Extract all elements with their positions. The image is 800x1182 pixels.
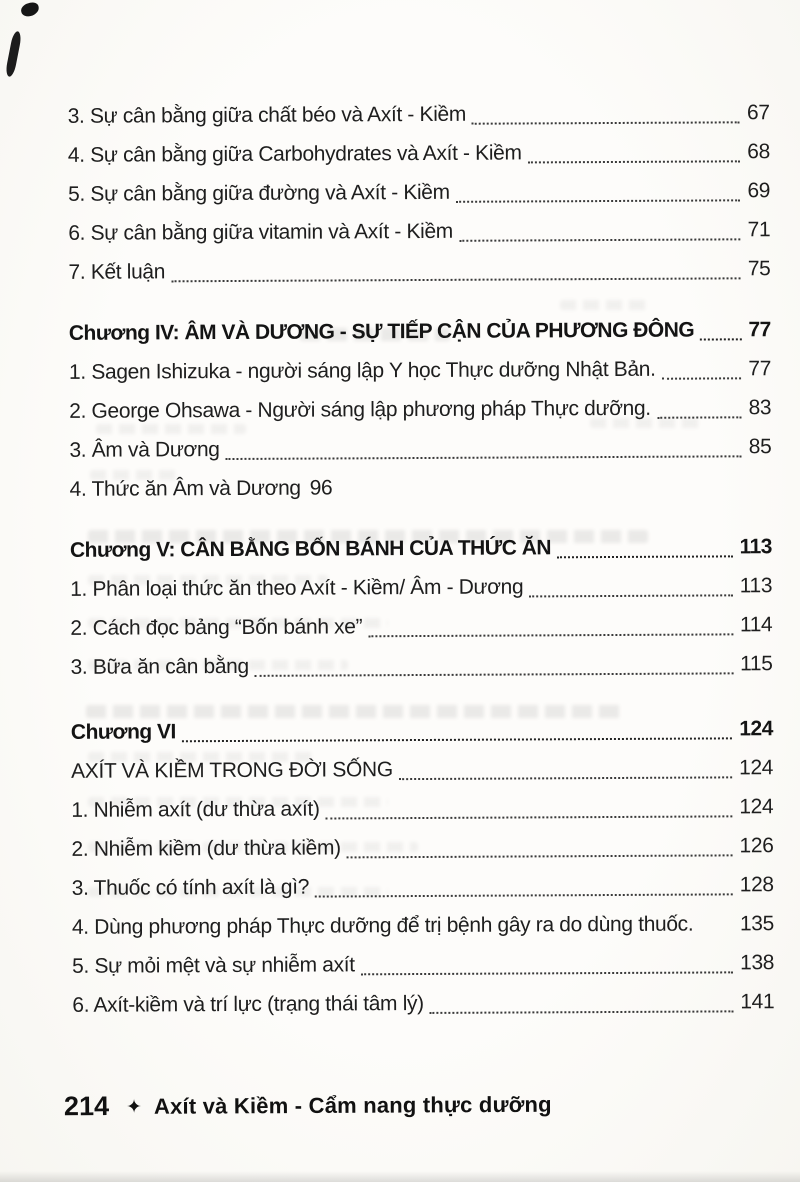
toc-leader-dots [255, 644, 733, 677]
toc-page-number: 96 [309, 476, 333, 500]
toc-leader-dots [225, 427, 741, 460]
toc-entry-row [71, 826, 773, 869]
toc-page-number: 135 [739, 912, 774, 936]
toc-page-number: 85 [748, 435, 772, 459]
toc-entry-title: 4. Thức ăn Âm và Dương [69, 476, 301, 501]
toc-entry-row [72, 943, 774, 986]
toc-entry-row [72, 865, 774, 908]
corner-ink-mark [20, 1, 41, 18]
toc-entry-row [69, 388, 771, 431]
toc-page-number: 138 [740, 951, 775, 975]
toc-entry-row [72, 982, 774, 1025]
toc-entry-row [69, 427, 771, 470]
toc-page-number: 141 [740, 990, 775, 1014]
toc-entry-row [68, 249, 770, 292]
corner-ink-smudge [5, 31, 23, 78]
toc-leader-dots [699, 904, 733, 934]
page-footer [64, 1089, 552, 1123]
toc-leader-dots [472, 93, 740, 124]
toc-page-number: 115 [740, 652, 773, 676]
toc-entry-title: 1. Sagen Ishizuka - người sáng lập Y học Thực dưỡng Nhật Bản. [68, 357, 656, 384]
toc-page-number: 114 [739, 613, 773, 637]
toc-leader-dots [399, 748, 732, 780]
toc-leader-dots [315, 865, 733, 897]
toc-entry-row [72, 904, 774, 947]
toc-entry-title: 2. Cách đọc bảng “Bốn bánh xe” [70, 615, 363, 640]
toc-page-number: 68 [747, 140, 770, 164]
toc-leader-dots [529, 566, 733, 597]
toc-leader-dots [325, 787, 732, 819]
toc-leader-dots [361, 943, 734, 975]
bottom-edge-shadow [0, 1171, 800, 1182]
toc-entry-title: 3. Thuốc có tính axít là gì? [71, 875, 310, 900]
toc-entry-row [69, 349, 771, 392]
toc-entry-row [71, 748, 773, 791]
toc-page-number: 69 [747, 179, 771, 203]
toc-page-number: 77 [748, 357, 772, 381]
toc-chapter-row [71, 709, 773, 752]
toc-leader-dots [657, 388, 742, 418]
toc-entry-title: 2. Nhiễm kiềm (dư thừa kiềm) [71, 836, 341, 861]
toc-entry-title: Chương V: CÂN BẰNG BỐN BÁNH CỦA THỨC ĂN [69, 536, 552, 562]
toc-entry-title: 1. Phân loại thức ăn theo Axít - Kiềm/ Âm - Dương [70, 575, 524, 601]
toc-entry-title: 4. Dùng phương pháp Thực dưỡng để trị bệnh gây ra do dùng thuốc. [71, 912, 694, 939]
toc-page-number: 128 [739, 873, 774, 897]
toc-page-number: 126 [739, 834, 774, 858]
toc-page-number: 113 [739, 535, 773, 559]
toc-leader-dots [459, 210, 741, 241]
toc-entry-title: 4. Sự cân bằng giữa Carbohydrates và Axít - Kiềm [67, 141, 522, 167]
toc-entry-title: 5. Sự mỏi mệt và sự nhiễm axít [72, 953, 355, 978]
toc-page-number: 75 [747, 257, 771, 281]
toc-entry-title: 7. Kết luận [68, 260, 166, 284]
toc-leader-dots [430, 982, 734, 1014]
toc-entry-row [71, 787, 773, 830]
toc-entry-row [70, 644, 772, 687]
toc-entry-title: 3. Bữa ăn cân bằng [70, 654, 249, 679]
toc-entry-row [68, 132, 770, 175]
toc-chapter-row [69, 310, 771, 353]
toc-entry-title: 6. Sự cân bằng giữa vitamin và Axít - Kiềm [68, 219, 453, 245]
toc-page-number: 113 [739, 574, 773, 598]
toc-entry-row [68, 93, 770, 136]
toc-entry-title: 2. George Ohsawa - Người sáng lập phương pháp Thực dưỡng. [69, 396, 651, 423]
toc-entry-row [68, 210, 770, 253]
toc-page-number: 83 [748, 396, 772, 420]
toc-leader-dots [347, 826, 733, 858]
toc-leader-dots [557, 527, 733, 558]
toc-entry-row [68, 171, 770, 214]
toc-page-number: 71 [747, 218, 771, 242]
toc-leader-dots [182, 709, 733, 742]
toc-page-number: 124 [739, 795, 774, 819]
toc-entry-row [70, 605, 772, 648]
toc-page-number: 77 [748, 318, 771, 342]
toc-page-number: 124 [739, 756, 774, 780]
toc-entry-title: 3. Sự cân bằng giữa chất béo và Axít - Kiềm [67, 102, 467, 128]
toc-leader-dots [368, 605, 733, 637]
toc-entry-row [70, 566, 772, 609]
toc-entry-title: 6. Axít-kiềm và trí lực (trạng thái tâm lý) [72, 991, 424, 1017]
toc-leader-dots [528, 132, 741, 163]
toc-list [68, 93, 775, 1025]
toc-entry-title: 5. Sự cân bằng giữa đường và Axít - Kiềm [68, 180, 450, 206]
toc-entry-title: Chương IV: ÂM VÀ DƯƠNG - SỰ TIẾP CẬN CỦA PHƯƠNG ĐÔNG [68, 318, 695, 345]
footer-page-number: 214 [63, 1091, 110, 1122]
toc-entry-title: Chương VI [70, 720, 176, 744]
toc-leader-dots [456, 171, 741, 202]
toc-entry-row [70, 466, 772, 509]
toc-entry-title: AXÍT VÀ KIỀM TRONG ĐỜI SỐNG [71, 758, 393, 783]
toc-page-number: 67 [746, 101, 770, 125]
toc-entry-title: 3. Âm và Dương [69, 438, 220, 462]
toc-entry-title: 1. Nhiễm axít (dư thừa axít) [71, 797, 320, 822]
toc-leader-dots [661, 349, 741, 379]
footer-book-title: Axít và Kiềm - Cẩm nang thực dưỡng [153, 1091, 552, 1119]
toc-leader-dots [171, 249, 741, 282]
toc-page-number: 124 [739, 717, 773, 741]
toc-leader-dots [700, 310, 741, 340]
star-separator-icon: ✦ [126, 1096, 143, 1118]
toc-chapter-row [70, 527, 772, 570]
